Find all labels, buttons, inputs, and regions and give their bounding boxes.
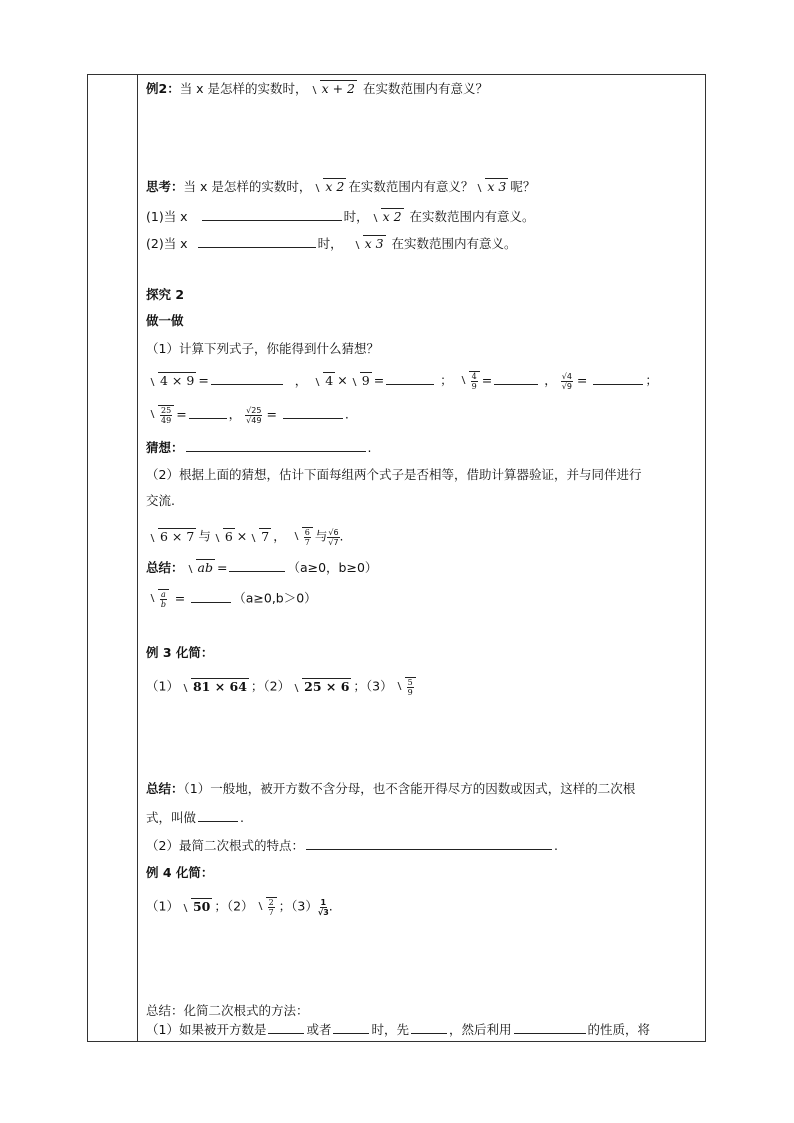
- think-mid: 在实数范围内有意义？: [348, 179, 474, 194]
- answer-blank[interactable]: [211, 372, 283, 385]
- radical: [395, 677, 416, 697]
- denominator: b: [160, 600, 166, 609]
- example-3-items: [146, 677, 418, 697]
- item-2-label: ；（2）: [250, 678, 291, 694]
- answer-blank[interactable]: [514, 1021, 586, 1034]
- radical: [313, 373, 335, 389]
- fraction: [266, 897, 277, 917]
- left-column: [88, 75, 138, 1041]
- radicand: 4: [325, 372, 334, 388]
- think-title: 思考：: [146, 179, 184, 194]
- part-2-label-cont: 交流.: [146, 493, 175, 508]
- fraction: [158, 405, 174, 425]
- equals: =: [198, 372, 209, 388]
- radicand: x 2: [382, 209, 402, 224]
- radicand: x 3: [364, 236, 384, 251]
- q1-prefix: (1)当 x: [146, 209, 188, 224]
- numerator: √6: [328, 527, 339, 537]
- item-2-label: ；（2）: [214, 898, 254, 914]
- answer-blank[interactable]: [494, 372, 538, 385]
- answer-blank[interactable]: [306, 837, 552, 850]
- example-4-title: 例 4 化简：: [146, 865, 214, 880]
- radicand: 25 × 6: [304, 678, 350, 694]
- radicand: ab: [197, 560, 213, 575]
- radicand: 81 × 64: [192, 678, 247, 694]
- radical: [213, 529, 235, 545]
- radical: [181, 899, 212, 915]
- summary-text: 式，叫做: [146, 810, 197, 825]
- period: .: [367, 440, 372, 455]
- numerator: 5: [407, 678, 413, 687]
- guess-label: 猜想：: [146, 440, 184, 455]
- denominator: 49: [161, 416, 172, 425]
- times-sign: ×: [337, 372, 348, 388]
- denominator: 7: [304, 538, 310, 547]
- answer-blank[interactable]: [202, 208, 342, 221]
- fraction: [327, 528, 339, 547]
- radical: [148, 405, 174, 425]
- summary-text: 或者: [306, 1022, 332, 1037]
- worksheet-table: [87, 74, 706, 1042]
- item-3-label: ；（3）: [278, 898, 318, 914]
- fraction: [318, 898, 329, 917]
- answer-blank[interactable]: [229, 559, 285, 572]
- summary-1-row-2: [146, 589, 317, 609]
- fraction: [561, 372, 573, 391]
- radicand: x 3: [487, 179, 507, 194]
- example-2-tail: 在实数范围内有意义？: [359, 81, 488, 96]
- answer-blank[interactable]: [386, 372, 434, 385]
- denominator: √3: [317, 907, 329, 917]
- denominator: 7: [268, 908, 274, 917]
- equals: =: [266, 406, 277, 422]
- radical: [459, 371, 480, 391]
- denominator: 9: [407, 688, 413, 697]
- q2-tail: 在实数范围内有意义。: [387, 236, 517, 251]
- think-q1: [146, 208, 535, 225]
- summary-text: 的性质，将: [587, 1022, 651, 1037]
- think-question: [146, 179, 535, 195]
- example-2-title: 例2：: [146, 81, 180, 96]
- think-tail: 呢？: [510, 179, 536, 194]
- fraction: [158, 589, 169, 609]
- explore-2-title: 探究 2: [146, 287, 185, 302]
- do-it-title: 做一做: [146, 313, 184, 328]
- radical: [292, 527, 313, 547]
- example-4-items: [146, 897, 333, 917]
- item-1-label: （1）: [146, 898, 179, 914]
- guess-row: [146, 439, 372, 456]
- part-2-label: （2）根据上面的猜想，估计下面每组两个式子是否相等，借助计算器验证，并与同伴进行: [146, 467, 642, 482]
- period: .: [240, 810, 244, 825]
- denominator: √9: [561, 381, 572, 391]
- radicand: x 2: [325, 179, 345, 194]
- radicand: x + 2: [321, 81, 355, 96]
- radicand: 6 × 7: [160, 528, 195, 544]
- radical: [181, 679, 249, 695]
- q1-tail: 在实数范围内有意义。: [405, 209, 535, 224]
- radical: [475, 179, 508, 195]
- q1-mid: 时，: [343, 209, 369, 224]
- equals: =: [174, 590, 186, 606]
- calc-row-2: [146, 405, 349, 425]
- comma: ，: [273, 528, 286, 544]
- numerator: 25: [161, 406, 172, 415]
- example-2: [146, 81, 488, 97]
- content-column: [146, 75, 697, 1041]
- summary-2-row-1: [146, 781, 635, 797]
- condition: （a≥0,b＞0）: [233, 590, 317, 606]
- semicolon: ；: [440, 372, 453, 388]
- comma: ，: [228, 406, 242, 422]
- summary-text: （1）如果被开方数是: [146, 1022, 267, 1037]
- summary-1-row: [146, 559, 377, 576]
- radical: [256, 897, 277, 917]
- period: .: [344, 406, 349, 422]
- numerator: √25: [246, 405, 262, 415]
- part-1-label: （1）计算下列式子，你能得到什么猜想？: [146, 341, 379, 356]
- radical: [249, 529, 271, 545]
- summary-3-label: 总结：化简二次根式的方法：: [146, 1003, 309, 1018]
- summary-text: 时，先: [371, 1022, 409, 1037]
- answer-blank[interactable]: [283, 406, 343, 419]
- radicand: 4 × 9: [160, 372, 195, 388]
- radical: [148, 589, 169, 609]
- summary-text: ，然后利用: [449, 1022, 512, 1037]
- item-3-label: ；（3）: [353, 678, 393, 694]
- period: .: [328, 898, 333, 914]
- example-3-title: 例 3 化简：: [146, 645, 214, 660]
- denominator: √49: [246, 415, 262, 425]
- radical: [292, 679, 351, 695]
- fraction: [469, 371, 480, 391]
- semicolon: ；: [645, 372, 658, 388]
- q2-prefix: (2)当 x: [146, 236, 188, 251]
- answer-blank[interactable]: [186, 439, 366, 452]
- radicand: 6: [224, 528, 233, 544]
- numerator: a: [161, 590, 166, 599]
- answer-blank[interactable]: [198, 235, 316, 248]
- numerator: √4: [561, 371, 572, 381]
- comma: ，: [544, 372, 557, 388]
- summary-text: （2）最简二次根式的特点：: [146, 838, 304, 853]
- comma: ，: [294, 372, 308, 388]
- times-sign: ×: [236, 528, 248, 544]
- fraction: [245, 406, 262, 425]
- radical: [371, 209, 404, 225]
- item-1-label: （1）: [146, 678, 179, 694]
- radical: [148, 373, 196, 389]
- summary-label: 总结：: [146, 781, 184, 796]
- answer-blank[interactable]: [191, 590, 231, 603]
- denominator: √7: [328, 537, 339, 547]
- calc-row-1: [146, 371, 658, 391]
- summary-label: 总结：: [146, 560, 184, 575]
- answer-blank[interactable]: [333, 1021, 369, 1034]
- condition: （a≥0，b≥0）: [287, 560, 378, 575]
- radical: [310, 81, 357, 97]
- summary-text: （1）一般地，被开方数不含分母，也不含能开得尽方的因数或因式，这样的二次根: [183, 781, 636, 796]
- think-q2: [146, 235, 517, 252]
- numerator: 2: [268, 898, 274, 907]
- radical: [148, 529, 196, 545]
- equals: =: [481, 372, 493, 388]
- example-2-text: 当 x 是怎样的实数时，: [179, 81, 308, 96]
- think-text: 当 x 是怎样的实数时，: [183, 179, 312, 194]
- equals: =: [576, 372, 588, 388]
- radical: [186, 560, 215, 576]
- answer-blank[interactable]: [189, 406, 227, 419]
- period: .: [553, 838, 558, 853]
- compare-row: [146, 527, 344, 547]
- numerator: 6: [304, 528, 310, 537]
- summary-2-row-2: [146, 809, 244, 826]
- summary-2-row-3: [146, 837, 558, 854]
- radicand: 9: [361, 372, 370, 388]
- period: .: [339, 528, 344, 544]
- with-text: 与: [314, 528, 328, 544]
- with-text: 与: [198, 528, 211, 544]
- fraction: [405, 677, 416, 697]
- answer-blank[interactable]: [593, 372, 643, 385]
- answer-blank[interactable]: [411, 1021, 447, 1034]
- radicand: 50: [192, 898, 211, 914]
- q2-mid: 时，: [317, 236, 343, 251]
- answer-blank[interactable]: [268, 1021, 304, 1034]
- radical: [353, 236, 386, 252]
- numerator: 1: [320, 897, 327, 907]
- radical: [350, 373, 372, 389]
- numerator: 4: [471, 372, 477, 381]
- equals: =: [176, 406, 187, 422]
- equals: =: [216, 560, 228, 575]
- fraction: [302, 527, 313, 547]
- denominator: 9: [471, 382, 477, 391]
- equals: =: [373, 372, 385, 388]
- radicand: 7: [261, 528, 270, 544]
- answer-blank[interactable]: [198, 809, 238, 822]
- summary-3-row: [146, 1021, 650, 1038]
- radical: [313, 179, 346, 195]
